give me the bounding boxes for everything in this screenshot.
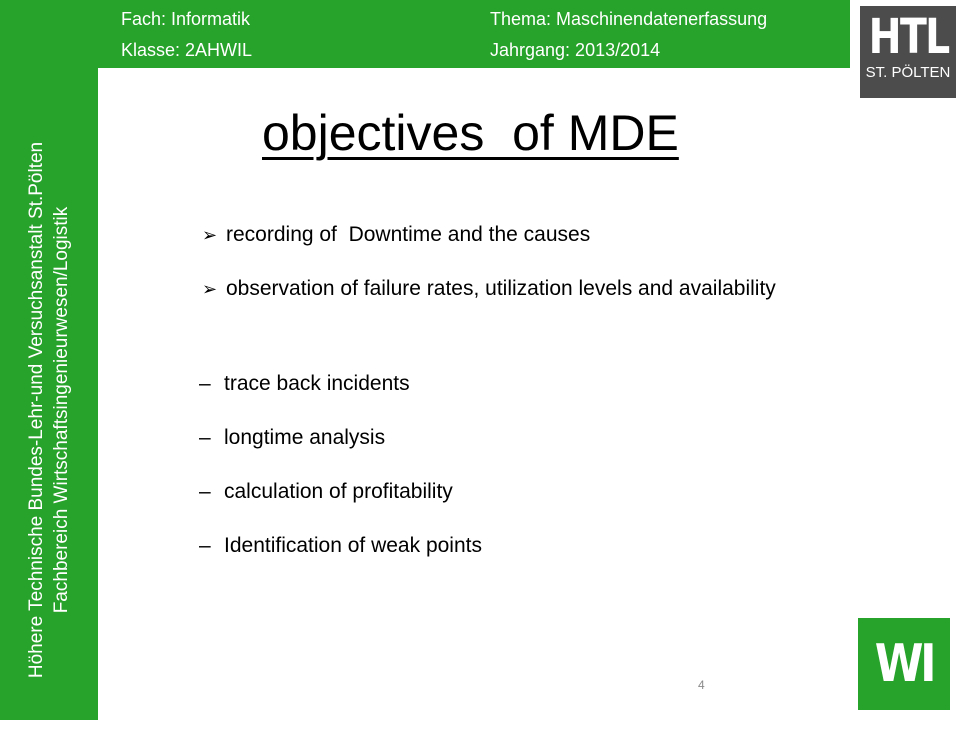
bullet-item	[202, 222, 590, 249]
wi-logo	[855, 615, 953, 713]
sub-item	[199, 533, 482, 559]
wi-logo-text: WI	[874, 634, 934, 694]
sub-item	[199, 425, 385, 451]
arrow-bullet-icon: ➢	[202, 279, 218, 300]
sidebar-band	[0, 0, 98, 720]
bullet-text: recording of Downtime and the causes	[226, 223, 591, 246]
page-number: 4	[698, 678, 705, 692]
school-name-line: Höhere Technische Bundes-Lehr-und Versuchsanstalt St.Pölten	[26, 141, 47, 679]
sub-item	[199, 371, 410, 397]
sub-item-text: longtime analysis	[224, 426, 386, 449]
bullet-item	[202, 276, 776, 303]
topic-label: Thema: Maschinendatenerfassung	[490, 9, 768, 29]
dash-bullet-icon: –	[199, 372, 211, 395]
arrow-bullet-icon: ➢	[202, 225, 218, 246]
dash-bullet-icon: –	[199, 534, 211, 557]
department-name-line: Fachbereich Wirtschaftsingenieurwesen/Logistik	[51, 206, 72, 614]
sub-item-text: Identification of weak points	[224, 534, 482, 557]
dash-bullet-icon: –	[199, 480, 211, 503]
htl-logo-sub: ST. PÖLTEN	[865, 64, 951, 81]
htl-logo	[858, 4, 958, 100]
subject-label: Fach: Informatik	[121, 9, 251, 29]
slide-title: objectives of MDE	[262, 105, 679, 161]
header-band	[98, 0, 850, 68]
sub-item-text: calculation of profitability	[224, 480, 453, 503]
year-label: Jahrgang: 2013/2014	[490, 40, 661, 60]
bullet-text: observation of failure rates, utilization levels and availability	[226, 277, 776, 300]
htl-logo-main: HTL	[868, 9, 949, 65]
sub-item-text: trace back incidents	[224, 372, 410, 395]
dash-bullet-icon: –	[199, 426, 211, 449]
wi-logo-inner	[868, 628, 940, 700]
school-name-vertical	[0, 90, 98, 730]
sub-item	[199, 479, 453, 505]
class-label: Klasse: 2AHWIL	[121, 40, 253, 60]
